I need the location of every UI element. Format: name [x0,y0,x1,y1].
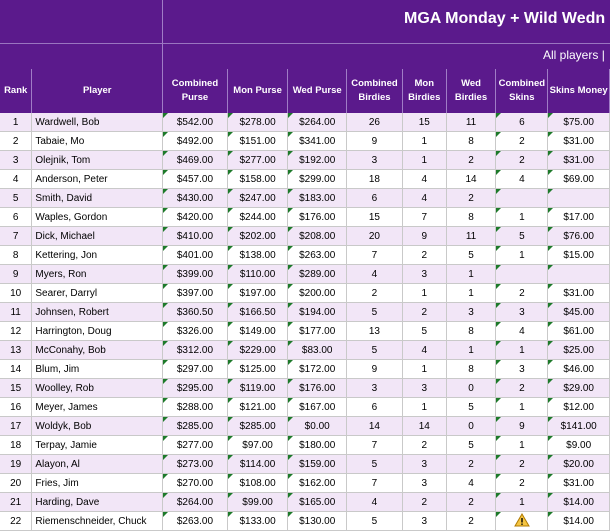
skins-money-cell[interactable]: $31.00 [548,151,610,170]
table-row[interactable] [0,493,610,512]
table-row[interactable] [0,360,610,379]
wed-purse-cell[interactable]: $299.00 [288,170,347,189]
mon-purse-cell[interactable]: $121.00 [227,398,288,417]
combined-purse-cell[interactable]: $430.00 [163,189,228,208]
wed-purse-cell[interactable]: $176.00 [288,208,347,227]
col-header-mon-birdies[interactable]: Mon Birdies [402,69,446,113]
combined-birdies-cell[interactable]: 4 [347,493,403,512]
table-row[interactable] [0,303,610,322]
player-cell[interactable]: Kettering, Jon [32,246,163,265]
wed-birdies-cell[interactable]: 2 [446,189,496,208]
rank-cell[interactable]: 13 [0,341,32,360]
combined-birdies-cell[interactable]: 15 [347,208,403,227]
mon-birdies-cell[interactable]: 15 [402,113,446,132]
wed-purse-cell[interactable]: $159.00 [288,455,347,474]
skins-money-cell[interactable]: $20.00 [548,455,610,474]
combined-skins-cell[interactable]: 6 [496,113,548,132]
wed-purse-cell[interactable]: $183.00 [288,189,347,208]
combined-birdies-cell[interactable]: 3 [347,151,403,170]
col-header-wed-birdies[interactable]: Wed Birdies [446,69,496,113]
mon-purse-cell[interactable]: $149.00 [227,322,288,341]
skins-money-cell[interactable]: $14.00 [548,493,610,512]
combined-birdies-cell[interactable]: 14 [347,417,403,436]
player-cell[interactable]: Smith, David [32,189,163,208]
mon-birdies-cell[interactable]: 1 [402,360,446,379]
combined-birdies-cell[interactable]: 5 [347,512,403,531]
mon-purse-cell[interactable]: $151.00 [227,132,288,151]
filter-bar [0,43,610,69]
skins-money-cell[interactable]: $15.00 [548,246,610,265]
mon-birdies-cell[interactable]: 3 [402,379,446,398]
combined-skins-cell[interactable]: 2 [496,284,548,303]
combined-skins-cell[interactable]: 1 [496,208,548,227]
combined-skins-cell[interactable] [496,189,548,208]
mon-purse-cell[interactable]: $158.00 [227,170,288,189]
warning-icon[interactable] [514,513,530,527]
wed-birdies-cell[interactable]: 0 [446,379,496,398]
title-bar [0,0,610,43]
mon-purse-cell[interactable]: $202.00 [227,227,288,246]
combined-birdies-cell[interactable]: 20 [347,227,403,246]
player-cell[interactable]: Tabaie, Mo [32,132,163,151]
rank-cell[interactable]: 19 [0,455,32,474]
combined-purse-cell[interactable]: $457.00 [163,170,228,189]
wed-birdies-cell[interactable]: 2 [446,455,496,474]
mon-birdies-cell[interactable]: 2 [402,493,446,512]
rank-cell[interactable]: 22 [0,512,32,531]
rank-cell[interactable]: 15 [0,379,32,398]
player-cell[interactable]: Wardwell, Bob [32,113,163,132]
wed-birdies-cell[interactable]: 14 [446,170,496,189]
table-row[interactable] [0,132,610,151]
combined-birdies-cell[interactable]: 7 [347,246,403,265]
table-row[interactable] [0,113,610,132]
table-row[interactable] [0,246,610,265]
combined-skins-cell[interactable]: 1 [496,246,548,265]
mon-birdies-cell[interactable]: 14 [402,417,446,436]
combined-skins-cell[interactable] [496,512,548,531]
mon-purse-cell[interactable]: $229.00 [227,341,288,360]
table-row[interactable] [0,436,610,455]
skins-money-cell[interactable]: $61.00 [548,322,610,341]
skins-money-cell[interactable]: $9.00 [548,436,610,455]
mon-purse-cell[interactable]: $108.00 [227,474,288,493]
wed-birdies-cell[interactable]: 1 [446,265,496,284]
player-cell[interactable]: Woolley, Rob [32,379,163,398]
wed-birdies-cell[interactable]: 5 [446,398,496,417]
table-row[interactable] [0,170,610,189]
mon-purse-cell[interactable]: $119.00 [227,379,288,398]
combined-purse-cell[interactable]: $270.00 [163,474,228,493]
mon-birdies-cell[interactable]: 3 [402,455,446,474]
rank-cell[interactable]: 11 [0,303,32,322]
col-header-combined-birdies[interactable]: Combined Birdies [347,69,403,113]
table-row[interactable] [0,265,610,284]
mon-birdies-cell[interactable]: 1 [402,284,446,303]
combined-purse-cell[interactable]: $263.00 [163,512,228,531]
wed-purse-cell[interactable]: $200.00 [288,284,347,303]
player-cell[interactable]: Meyer, James [32,398,163,417]
player-cell[interactable]: Olejnik, Tom [32,151,163,170]
combined-purse-cell[interactable]: $264.00 [163,493,228,512]
col-header-combined-purse[interactable]: Combined Purse [163,69,228,113]
table-header-row [0,69,610,113]
combined-skins-cell[interactable]: 4 [496,322,548,341]
combined-purse-cell[interactable]: $420.00 [163,208,228,227]
mon-birdies-cell[interactable]: 2 [402,246,446,265]
player-cell[interactable]: Fries, Jim [32,474,163,493]
table-row[interactable] [0,151,610,170]
mon-purse-cell[interactable]: $97.00 [227,436,288,455]
table-row[interactable] [0,398,610,417]
wed-purse-cell[interactable]: $162.00 [288,474,347,493]
combined-birdies-cell[interactable]: 6 [347,189,403,208]
player-cell[interactable]: Waples, Gordon [32,208,163,227]
wed-birdies-cell[interactable]: 2 [446,512,496,531]
table-row[interactable] [0,322,610,341]
combined-birdies-cell[interactable]: 7 [347,436,403,455]
combined-purse-cell[interactable]: $401.00 [163,246,228,265]
combined-birdies-cell[interactable]: 6 [347,398,403,417]
skins-money-cell[interactable]: $14.00 [548,512,610,531]
table-row[interactable] [0,512,610,531]
rank-cell[interactable]: 8 [0,246,32,265]
wed-birdies-cell[interactable]: 4 [446,474,496,493]
mon-purse-cell[interactable]: $138.00 [227,246,288,265]
combined-skins-cell[interactable]: 5 [496,227,548,246]
mon-purse-cell[interactable]: $278.00 [227,113,288,132]
wed-birdies-cell[interactable]: 1 [446,284,496,303]
skins-money-cell[interactable]: $25.00 [548,341,610,360]
combined-purse-cell[interactable]: $295.00 [163,379,228,398]
rank-cell[interactable]: 9 [0,265,32,284]
wed-purse-cell[interactable]: $83.00 [288,341,347,360]
wed-birdies-cell[interactable]: 2 [446,151,496,170]
table-row[interactable] [0,284,610,303]
combined-purse-cell[interactable]: $273.00 [163,455,228,474]
wed-purse-cell[interactable]: $0.00 [288,417,347,436]
mon-purse-cell[interactable]: $99.00 [227,493,288,512]
rank-cell[interactable]: 5 [0,189,32,208]
combined-purse-cell[interactable]: $542.00 [163,113,228,132]
wed-purse-cell[interactable]: $172.00 [288,360,347,379]
table-row[interactable] [0,474,610,493]
skins-money-cell[interactable]: $12.00 [548,398,610,417]
table-row[interactable] [0,379,610,398]
skins-money-cell[interactable]: $69.00 [548,170,610,189]
skins-money-cell[interactable]: $31.00 [548,284,610,303]
mon-birdies-cell[interactable]: 3 [402,265,446,284]
combined-purse-cell[interactable]: $397.00 [163,284,228,303]
combined-birdies-cell[interactable]: 4 [347,265,403,284]
mon-purse-cell[interactable]: $125.00 [227,360,288,379]
mon-birdies-cell[interactable]: 3 [402,474,446,493]
player-cell[interactable]: Blum, Jim [32,360,163,379]
player-cell[interactable]: Harrington, Doug [32,322,163,341]
combined-birdies-cell[interactable]: 18 [347,170,403,189]
combined-purse-cell[interactable]: $326.00 [163,322,228,341]
rank-cell[interactable]: 7 [0,227,32,246]
mon-purse-cell[interactable]: $285.00 [227,417,288,436]
mon-birdies-cell[interactable]: 4 [402,189,446,208]
wed-birdies-cell[interactable]: 0 [446,417,496,436]
mon-purse-cell[interactable]: $110.00 [227,265,288,284]
rank-cell[interactable]: 4 [0,170,32,189]
wed-birdies-cell[interactable]: 11 [446,113,496,132]
rank-cell[interactable]: 20 [0,474,32,493]
rank-cell[interactable]: 14 [0,360,32,379]
rank-cell[interactable]: 12 [0,322,32,341]
combined-skins-cell[interactable]: 2 [496,151,548,170]
combined-purse-cell[interactable]: $277.00 [163,436,228,455]
combined-purse-cell[interactable]: $297.00 [163,360,228,379]
wed-purse-cell[interactable]: $264.00 [288,113,347,132]
leaderboard-table [0,69,610,531]
table-row[interactable] [0,455,610,474]
player-cell[interactable]: Alayon, Al [32,455,163,474]
skins-money-cell[interactable]: $31.00 [548,474,610,493]
table-row[interactable] [0,417,610,436]
mon-birdies-cell[interactable]: 4 [402,170,446,189]
skins-money-cell[interactable] [548,189,610,208]
mon-purse-cell[interactable]: $277.00 [227,151,288,170]
combined-purse-cell[interactable]: $492.00 [163,132,228,151]
combined-skins-cell[interactable]: 2 [496,379,548,398]
wed-purse-cell[interactable]: $177.00 [288,322,347,341]
wed-birdies-cell[interactable]: 8 [446,208,496,227]
mon-purse-cell[interactable]: $244.00 [227,208,288,227]
all-players-filter[interactable]: All players | [543,48,605,62]
wed-purse-cell[interactable]: $208.00 [288,227,347,246]
combined-purse-cell[interactable]: $285.00 [163,417,228,436]
mon-purse-cell[interactable]: $133.00 [227,512,288,531]
player-cell[interactable]: Searer, Darryl [32,284,163,303]
combined-birdies-cell[interactable]: 7 [347,474,403,493]
col-header-rank[interactable]: Rank [0,69,32,113]
page-title: MGA Monday + Wild Wedn [404,10,606,27]
skins-money-cell[interactable]: $75.00 [548,113,610,132]
wed-purse-cell[interactable]: $180.00 [288,436,347,455]
combined-purse-cell[interactable]: $360.50 [163,303,228,322]
combined-purse-cell[interactable]: $410.00 [163,227,228,246]
combined-skins-cell[interactable]: 1 [496,341,548,360]
mon-birdies-cell[interactable]: 1 [402,398,446,417]
mon-purse-cell[interactable]: $197.00 [227,284,288,303]
skins-money-cell[interactable]: $29.00 [548,379,610,398]
skins-money-cell[interactable]: $76.00 [548,227,610,246]
combined-birdies-cell[interactable]: 3 [347,379,403,398]
wed-birdies-cell[interactable]: 3 [446,303,496,322]
combined-birdies-cell[interactable]: 9 [347,360,403,379]
skins-money-cell[interactable]: $141.00 [548,417,610,436]
wed-birdies-cell[interactable]: 2 [446,493,496,512]
wed-birdies-cell[interactable]: 8 [446,132,496,151]
skins-money-cell[interactable] [548,265,610,284]
col-header-skins-money[interactable]: Skins Money [548,69,610,113]
skins-money-cell[interactable]: $46.00 [548,360,610,379]
col-header-wed-purse[interactable]: Wed Purse [288,69,347,113]
mon-birdies-cell[interactable]: 2 [402,436,446,455]
col-header-combined-skins[interactable]: Combined Skins [496,69,548,113]
mon-birdies-cell[interactable]: 4 [402,341,446,360]
mon-purse-cell[interactable]: $166.50 [227,303,288,322]
combined-skins-cell[interactable]: 2 [496,455,548,474]
player-cell[interactable]: Myers, Ron [32,265,163,284]
rank-cell[interactable]: 10 [0,284,32,303]
wed-purse-cell[interactable]: $165.00 [288,493,347,512]
combined-skins-cell[interactable] [496,265,548,284]
rank-cell[interactable]: 3 [0,151,32,170]
mon-birdies-cell[interactable]: 3 [402,512,446,531]
player-cell[interactable]: McConahy, Bob [32,341,163,360]
combined-skins-cell[interactable]: 4 [496,170,548,189]
combined-purse-cell[interactable]: $288.00 [163,398,228,417]
player-cell[interactable]: Dick, Michael [32,227,163,246]
wed-birdies-cell[interactable]: 1 [446,341,496,360]
table-row[interactable] [0,227,610,246]
player-cell[interactable]: Johnsen, Robert [32,303,163,322]
frozen-pane-corner [0,0,163,43]
player-cell[interactable]: Terpay, Jamie [32,436,163,455]
combined-purse-cell[interactable]: $399.00 [163,265,228,284]
combined-skins-cell[interactable]: 3 [496,303,548,322]
player-cell[interactable]: Riemenschneider, Chuck [32,512,163,531]
skins-money-cell[interactable]: $17.00 [548,208,610,227]
wed-purse-cell[interactable]: $167.00 [288,398,347,417]
combined-purse-cell[interactable]: $469.00 [163,151,228,170]
frozen-pane-divider [0,44,163,69]
table-row[interactable] [0,208,610,227]
rank-cell[interactable]: 6 [0,208,32,227]
table-row[interactable] [0,189,610,208]
player-cell[interactable]: Harding, Dave [32,493,163,512]
wed-birdies-cell[interactable]: 5 [446,246,496,265]
combined-birdies-cell[interactable]: 9 [347,132,403,151]
wed-purse-cell[interactable]: $289.00 [288,265,347,284]
wed-birdies-cell[interactable]: 5 [446,436,496,455]
combined-birdies-cell[interactable]: 5 [347,341,403,360]
wed-purse-cell[interactable]: $341.00 [288,132,347,151]
wed-purse-cell[interactable]: $176.00 [288,379,347,398]
rank-cell[interactable]: 16 [0,398,32,417]
wed-purse-cell[interactable]: $263.00 [288,246,347,265]
rank-cell[interactable]: 17 [0,417,32,436]
mon-purse-cell[interactable]: $247.00 [227,189,288,208]
mon-birdies-cell[interactable]: 1 [402,151,446,170]
mon-birdies-cell[interactable]: 2 [402,303,446,322]
combined-birdies-cell[interactable]: 5 [347,455,403,474]
mon-birdies-cell[interactable]: 1 [402,132,446,151]
mon-birdies-cell[interactable]: 5 [402,322,446,341]
player-cell[interactable]: Woldyk, Bob [32,417,163,436]
mon-birdies-cell[interactable]: 7 [402,208,446,227]
rank-cell[interactable]: 18 [0,436,32,455]
combined-skins-cell[interactable]: 1 [496,436,548,455]
wed-purse-cell[interactable]: $192.00 [288,151,347,170]
combined-birdies-cell[interactable]: 26 [347,113,403,132]
combined-birdies-cell[interactable]: 13 [347,322,403,341]
mon-purse-cell[interactable]: $114.00 [227,455,288,474]
wed-birdies-cell[interactable]: 8 [446,322,496,341]
rank-cell[interactable]: 1 [0,113,32,132]
wed-birdies-cell[interactable]: 11 [446,227,496,246]
combined-skins-cell[interactable]: 1 [496,493,548,512]
col-header-mon-purse[interactable]: Mon Purse [227,69,288,113]
col-header-player[interactable]: Player [32,69,163,113]
combined-skins-cell[interactable]: 1 [496,398,548,417]
combined-birdies-cell[interactable]: 5 [347,303,403,322]
combined-skins-cell[interactable]: 3 [496,360,548,379]
combined-skins-cell[interactable]: 2 [496,474,548,493]
wed-birdies-cell[interactable]: 8 [446,360,496,379]
combined-skins-cell[interactable]: 9 [496,417,548,436]
table-row[interactable] [0,341,610,360]
combined-purse-cell[interactable]: $312.00 [163,341,228,360]
wed-purse-cell[interactable]: $194.00 [288,303,347,322]
combined-birdies-cell[interactable]: 2 [347,284,403,303]
skins-money-cell[interactable]: $31.00 [548,132,610,151]
player-cell[interactable]: Anderson, Peter [32,170,163,189]
mon-birdies-cell[interactable]: 9 [402,227,446,246]
rank-cell[interactable]: 21 [0,493,32,512]
rank-cell[interactable]: 2 [0,132,32,151]
skins-money-cell[interactable]: $45.00 [548,303,610,322]
combined-skins-cell[interactable]: 2 [496,132,548,151]
wed-purse-cell[interactable]: $130.00 [288,512,347,531]
